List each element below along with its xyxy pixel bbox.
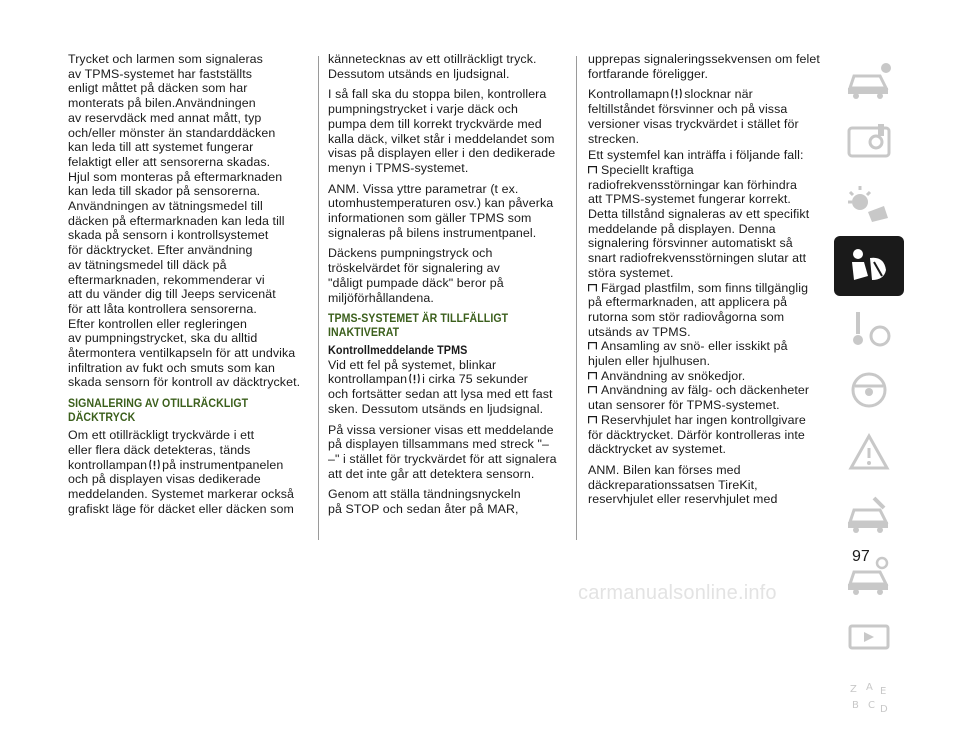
paragraph: På vissa versioner visas ett meddelande på displayen tillsammans med streck "– –" i stället för tryckvärdet för att signalera att det inte går att detektera sensorn. <box>328 422 557 481</box>
warning-light-icon <box>844 368 894 412</box>
tab-emergency[interactable] <box>834 422 904 482</box>
bullet-icon <box>588 166 597 174</box>
starting-driving-icon <box>844 306 894 350</box>
tab-index[interactable] <box>834 670 904 730</box>
tpms-warning-icon <box>148 458 161 471</box>
paragraph: ANM. Vissa yttre parametrar (t ex. utomhustemperaturen osv.) kan påverka informationen som gäller TPMS som signaleras på bilens instrumentpanel. <box>328 181 554 240</box>
list-item: Ansamling av snö- eller isskikt på hjulen eller hjulhusen. <box>588 339 788 369</box>
paragraph: Om ett otillräckligt tryckvärde i ett eller flera däck detekteras, tänds kontrollampan på instrumentpanelen och på displayen visas dedikerade meddelanden. Systemet markerar också grafiskt läge för däcket eller däcken som <box>68 428 295 516</box>
column-right <box>588 52 824 507</box>
svg-text:E: E <box>880 686 887 697</box>
bullet-list <box>588 163 824 457</box>
svg-text:B: B <box>852 700 859 711</box>
paragraph: upprepas signaleringssekvensen om felet fortfarande föreligger. <box>588 52 820 81</box>
paragraph: ANM. Bilen kan förses med däckreparationssatsen TireKit, reservhjulet eller reservhjulet med <box>588 462 778 507</box>
svg-text:Z: Z <box>850 684 857 695</box>
bullet-icon <box>588 416 597 424</box>
tab-car-info[interactable] <box>834 50 904 110</box>
tab-safety[interactable] <box>834 236 904 296</box>
tab-lights[interactable] <box>834 174 904 234</box>
svg-text:D: D <box>880 704 888 715</box>
paragraph: I så fall ska du stoppa bilen, kontrollera pumpningstrycket i varje däck och pumpa dem till korrekt tryckvärde med kalla däck, vilket står i meddelandet som visas på displayen eller i den dedikerade menyn i TPMS-systemet. <box>328 87 556 175</box>
tab-warning-lights[interactable] <box>834 360 904 420</box>
list-item: Färgad plastfilm, som finns tillgänglig på eftermarknaden, att applicera på rutorna som stör radiovågorna som utsänds av TPMS. <box>588 280 809 339</box>
dashboard-icon <box>844 120 894 164</box>
paragraph: Vid ett fel på systemet, blinkar kontrollampan i cirka 75 sekunder och fortsätter sedan att lysa med ett fast sken. Dessutom utsänds en ljudsignal. <box>328 357 553 416</box>
list-item: Användning av snökedjor. <box>588 369 824 384</box>
paragraph: Trycket och larmen som signaleras av TPMS-systemet har fastställts enligt måttet på däcken som har monterats på bilen.Användningen av reservdäck med annat mått, typ och/eller mönster än standarddäcken kan leda till att systemet fungerar felaktigt eller att sensorerna skadas. Hjul som monteras på eftermarknaden kan leda till skador på sensorerna. Användningen av tätningsmedel till däcken på eftermarknaden kan leda till skada på sensorn i kontrollsystemet för däcktrycket. Efter användning av tätningsmedel till däck på eftermarknaden, rekommenderar vi att du vänder dig till Jeeps servicenät för att låta kontrollera sensorerna. Efter kontrollen eller regleringen av pumpningstrycket, ska du alltid återmontera ventilkapseln för att undvika infiltration av fukt och smuts som kan skada sensorn för kontroll av däcktrycket. <box>68 52 301 390</box>
list-item: Användning av fälg- och däckenheter utan sensorer för TPMS-systemet. <box>588 383 810 413</box>
emergency-icon <box>844 430 894 474</box>
paragraph: Kontrollamapn slocknar när feltillståndet försvinner och på vissa versioner visas tryckvärdet i stället för strecken. <box>588 87 799 146</box>
svg-text:C: C <box>868 700 875 711</box>
lights-icon <box>844 182 894 226</box>
index-icon <box>844 678 894 722</box>
page-number: 97 <box>852 548 870 565</box>
paragraph: kännetecknas av ett otillräckligt tryck. Dessutom utsänds en ljudsignal. <box>328 52 537 81</box>
paragraph: Däckens pumpningstryck och tröskelvärdet för signalering av "dåligt pumpade däck" beror på miljöförhållandena. <box>328 246 504 305</box>
maintenance-icon <box>844 492 894 536</box>
tab-starting-driving[interactable] <box>834 298 904 358</box>
bullet-icon <box>588 342 597 350</box>
footer-watermark: carmanualsonline.info <box>578 582 777 604</box>
chapter-tabs <box>834 50 904 732</box>
sub-heading: Kontrollmeddelande TPMS <box>328 343 468 358</box>
list-item: Speciellt kraftiga radiofrekvensstörningar kan förhindra att TPMS-systemet fungerar korrekt. Detta tillstånd signaleras av ett specifikt meddelande på displayen. Denna signalering försvinner automatiskt så snart radiofrekvensstörningen slutar att störa systemet. <box>588 162 810 280</box>
svg-text:A: A <box>866 682 873 693</box>
tab-maintenance[interactable] <box>834 484 904 544</box>
multimedia-icon <box>844 616 894 660</box>
bullet-icon <box>588 372 597 380</box>
section-heading: SIGNALERING AV OTILLRÄCKLIGT DÄCKTRYCK <box>68 396 249 425</box>
safety-icon <box>844 244 894 288</box>
car-info-icon <box>844 58 894 102</box>
list-item: Reservhjulet har ingen kontrollgivare för däcktrycket. Därför kontrolleras inte däcktrycket av systemet. <box>588 412 806 457</box>
tpms-warning-icon <box>408 372 421 385</box>
bullet-icon <box>588 284 597 292</box>
paragraph: Genom att ställa tändningsnyckeln på STOP och sedan åter på MAR, <box>328 487 521 517</box>
column-left <box>68 52 308 522</box>
tab-dashboard[interactable] <box>834 112 904 172</box>
bullet-icon <box>588 386 597 394</box>
column-divider <box>576 56 577 540</box>
column-divider <box>318 56 319 540</box>
paragraph: Ett systemfel kan inträffa i följande fall: <box>588 148 804 163</box>
tpms-warning-icon <box>670 87 683 100</box>
column-middle <box>328 52 564 517</box>
tab-multimedia[interactable] <box>834 608 904 668</box>
section-heading: TPMS-SYSTEMET ÄR TILLFÄLLIGT INAKTIVERAT <box>328 311 509 340</box>
